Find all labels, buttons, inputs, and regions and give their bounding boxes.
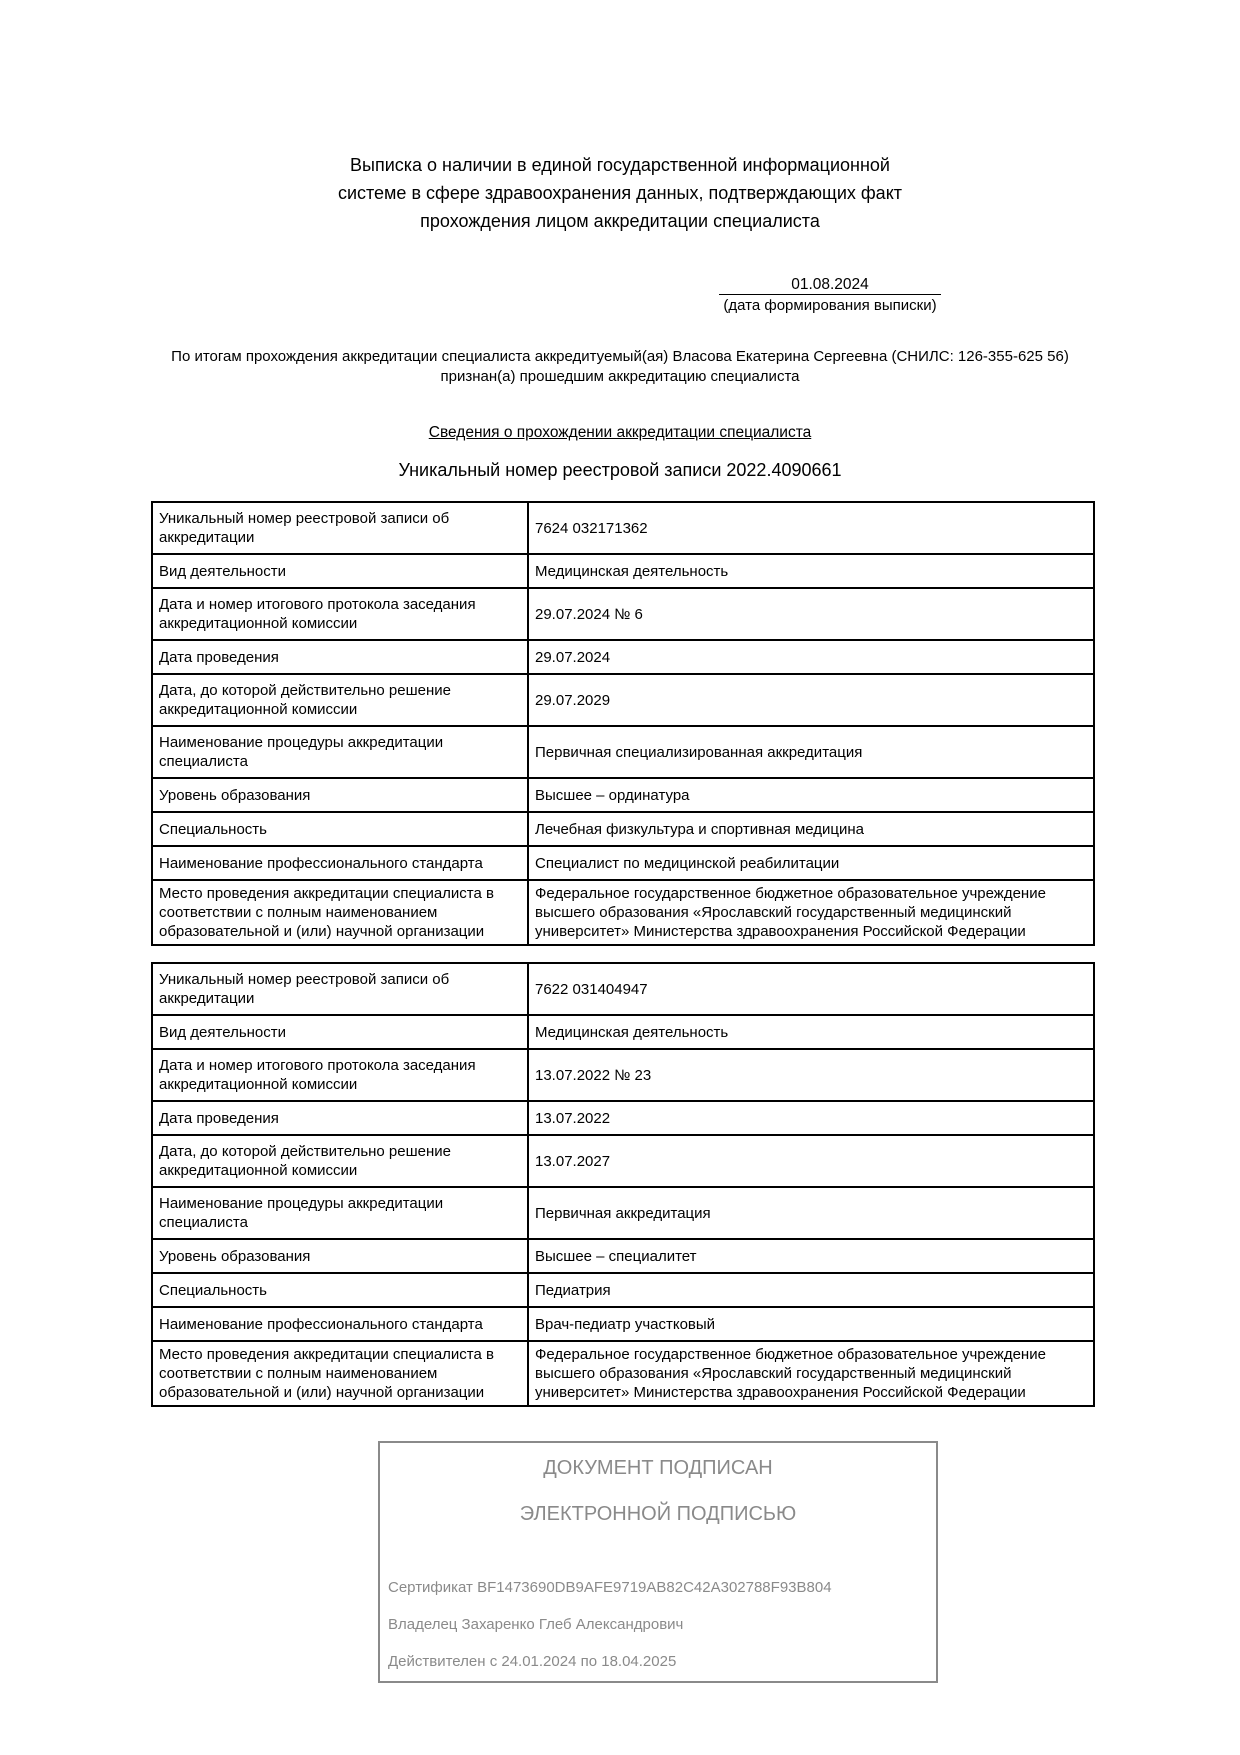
- row-label: Дата и номер итогового протокола заседания аккредитационной комиссии: [152, 1049, 528, 1101]
- table-row: [152, 1307, 1094, 1341]
- stamp-validity: Действителен с 24.01.2024 по 18.04.2025: [388, 1653, 677, 1670]
- row-label: Дата и номер итогового протокола заседания аккредитационной комиссии: [152, 588, 528, 640]
- row-label: Наименование профессионального стандарта: [152, 1307, 528, 1341]
- section-heading: Сведения о прохождении аккредитации специалиста: [428, 424, 812, 441]
- row-value: 7624 032171362: [528, 502, 1094, 554]
- intro-line: признан(а) прошедшим аккредитацию специалиста: [440, 368, 800, 385]
- row-label: Место проведения аккредитации специалиста в соответствии с полным наименованием образовательной и (или) научной организации: [152, 880, 528, 945]
- row-value: 7622 031404947: [528, 963, 1094, 1015]
- document-title: [240, 151, 1000, 235]
- row-label: Наименование процедуры аккредитации специалиста: [152, 726, 528, 778]
- row-label: Место проведения аккредитации специалиста в соответствии с полным наименованием образовательной и (или) научной организации: [152, 1341, 528, 1406]
- row-value: 13.07.2022 № 23: [528, 1049, 1094, 1101]
- issue-date-caption: (дата формирования выписки): [723, 297, 937, 314]
- record-number-heading: Уникальный номер реестровой записи 2022.4090661: [398, 460, 842, 480]
- title-line: Выписка о наличии в единой государственной информационной: [350, 155, 890, 175]
- electronic-signature-stamp: [378, 1441, 938, 1683]
- table-row: [152, 674, 1094, 726]
- intro-paragraph: [140, 347, 1100, 387]
- row-value: Первичная аккредитация: [528, 1187, 1094, 1239]
- table-row: [152, 554, 1094, 588]
- row-label: Вид деятельности: [152, 1015, 528, 1049]
- table-row: [152, 778, 1094, 812]
- title-line: системе в сфере здравоохранения данных, подтверждающих факт: [337, 183, 903, 203]
- row-label: Дата проведения: [152, 1101, 528, 1135]
- stamp-owner: Владелец Захаренко Глеб Александрович: [388, 1616, 684, 1633]
- row-value: Высшее – специалитет: [528, 1239, 1094, 1273]
- stamp-line-signed: ДОКУМЕНТ ПОДПИСАН: [543, 1457, 773, 1479]
- intro-line: По итогам прохождения аккредитации специалиста аккредитуемый(ая) Власова Екатерина Сергеевна (СНИЛС: 126-355-625 56): [171, 348, 1069, 365]
- accreditation-table-1: [151, 501, 1095, 946]
- row-label: Вид деятельности: [152, 554, 528, 588]
- issue-date: 01.08.2024: [719, 275, 941, 295]
- row-value: 13.07.2027: [528, 1135, 1094, 1187]
- table-row: [152, 846, 1094, 880]
- table-row: [152, 963, 1094, 1015]
- row-value: Педиатрия: [528, 1273, 1094, 1307]
- stamp-line-electronic: ЭЛЕКТРОННОЙ ПОДПИСЬЮ: [519, 1503, 797, 1525]
- row-value: Врач-педиатр участковый: [528, 1307, 1094, 1341]
- table-row: [152, 1049, 1094, 1101]
- row-value: Первичная специализированная аккредитация: [528, 726, 1094, 778]
- table-row: [152, 640, 1094, 674]
- row-value: 29.07.2029: [528, 674, 1094, 726]
- table-row: [152, 1187, 1094, 1239]
- row-label: Специальность: [152, 812, 528, 846]
- row-label: Наименование процедуры аккредитации специалиста: [152, 1187, 528, 1239]
- row-label: Специальность: [152, 1273, 528, 1307]
- table-row: [152, 1341, 1094, 1406]
- accreditation-table-2: [151, 962, 1095, 1407]
- row-label: Дата, до которой действительно решение аккредитационной комиссии: [152, 1135, 528, 1187]
- row-value: Специалист по медицинской реабилитации: [528, 846, 1094, 880]
- row-label: Уровень образования: [152, 778, 528, 812]
- row-value: 29.07.2024 № 6: [528, 588, 1094, 640]
- stamp-certificate: Сертификат BF1473690DB9AFE9719AB82C42A302788F93B804: [388, 1579, 832, 1596]
- row-value: Медицинская деятельность: [528, 554, 1094, 588]
- row-label: Уровень образования: [152, 1239, 528, 1273]
- row-label: Уникальный номер реестровой записи об аккредитации: [152, 963, 528, 1015]
- row-value: Высшее – ординатура: [528, 778, 1094, 812]
- table-row: [152, 1015, 1094, 1049]
- row-value: Лечебная физкультура и спортивная медицина: [528, 812, 1094, 846]
- row-label: Дата, до которой действительно решение аккредитационной комиссии: [152, 674, 528, 726]
- table-row: [152, 1239, 1094, 1273]
- row-label: Наименование профессионального стандарта: [152, 846, 528, 880]
- table-row: [152, 880, 1094, 945]
- row-value: Федеральное государственное бюджетное образовательное учреждение высшего образования «Ярославский государственный медицинский университет» Министерства здравоохранения Российской Федерации: [528, 880, 1094, 945]
- row-value: 29.07.2024: [528, 640, 1094, 674]
- table-row: [152, 1273, 1094, 1307]
- title-line: прохождения лицом аккредитации специалиста: [420, 211, 820, 231]
- row-value: Федеральное государственное бюджетное образовательное учреждение высшего образования «Ярославский государственный медицинский университет» Министерства здравоохранения Российской Федерации: [528, 1341, 1094, 1406]
- table-row: [152, 502, 1094, 554]
- row-label: Дата проведения: [152, 640, 528, 674]
- table-row: [152, 1135, 1094, 1187]
- table-row: [152, 812, 1094, 846]
- row-value: Медицинская деятельность: [528, 1015, 1094, 1049]
- row-value: 13.07.2022: [528, 1101, 1094, 1135]
- issue-date-block: [720, 275, 940, 316]
- table-row: [152, 588, 1094, 640]
- table-row: [152, 726, 1094, 778]
- row-label: Уникальный номер реестровой записи об аккредитации: [152, 502, 528, 554]
- table-row: [152, 1101, 1094, 1135]
